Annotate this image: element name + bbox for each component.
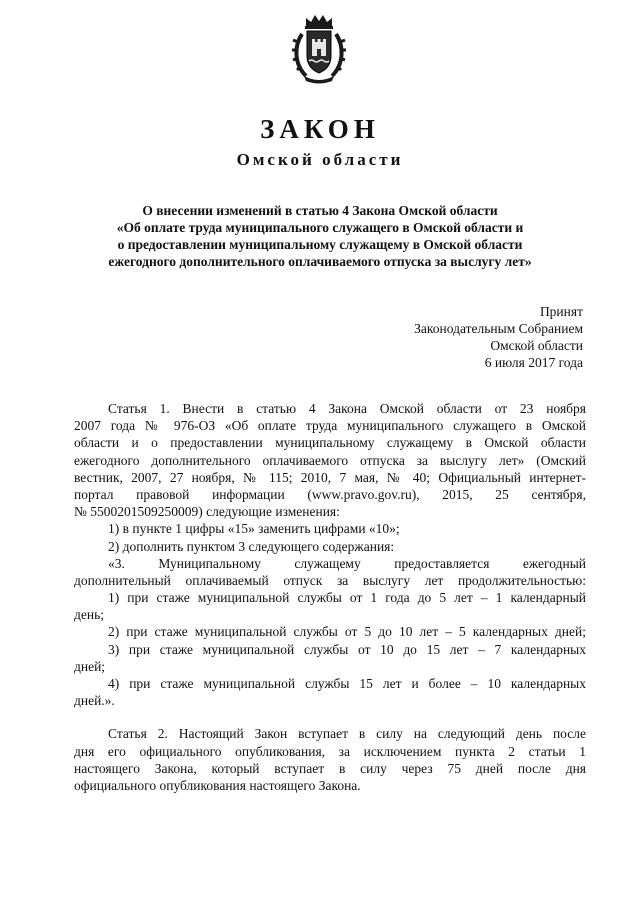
- article-2-line: официального опубликования настоящего Закона.: [74, 777, 361, 793]
- article-1-line: области и о предоставлении муниципальному служащему в Омской области: [74, 435, 586, 451]
- article-1-line: 2007 года № 976-ОЗ «Об оплате труда муниципального служащего в Омской: [74, 418, 586, 434]
- adoption-line: 6 июля 2017 года: [484, 355, 583, 370]
- article-1-line: 2) дополнить пунктом 3 следующего содержания:: [108, 538, 395, 554]
- article-1-line: «3. Муниципальному служащему предоставляется ежегодный: [108, 555, 586, 571]
- article-2-line: дня его официального опубликования, за исключением пункта 2 статьи 1: [74, 743, 586, 759]
- article-2-line: настоящего Закона, который вступает в силу через 75 дней после дня: [74, 760, 586, 776]
- article-1-line: 4) при стаже муниципальной службы 15 лет и более – 10 календарных: [108, 676, 586, 691]
- adoption-line: Омской области: [490, 338, 583, 353]
- omsk-coat-of-arms-icon: [290, 12, 348, 84]
- article-1-line: № 5500201509250009) следующие изменения:: [74, 504, 340, 520]
- law-title: ЗАКОН: [260, 114, 380, 144]
- heading-line: «Об оплате труда муниципального служащего в Омской области и: [116, 220, 524, 235]
- article-1-line: ежегодного дополнительного оплачиваемого отпуска за выслугу лет» (Омский: [74, 452, 586, 468]
- article-1-line: день;: [74, 607, 104, 623]
- law-region: Омской области: [236, 150, 404, 169]
- article-1-line: вестник, 2007, 27 ноября, № 115; 2010, 7 мая, № 40; Официальный интернет-: [74, 469, 586, 485]
- article-1-line: дней.».: [74, 693, 115, 709]
- heading-line: ежегодного дополнительного оплачиваемого отпуска за выслугу лет»: [108, 254, 532, 269]
- law-heading: [60, 202, 580, 270]
- article-1-line: портал правовой информации (www.pravo.gov.ru), 2015, 25 сентября,: [74, 486, 586, 502]
- article-1-line: 2) при стаже муниципальной службы от 5 до 10 лет – 5 календарных дней;: [108, 624, 586, 640]
- article-1-line: дополнительный оплачиваемый отпуск за выслугу лет продолжительностью:: [74, 572, 586, 588]
- adoption-line: Принят: [539, 304, 583, 319]
- heading-line: О внесении изменений в статью 4 Закона Омской области: [142, 203, 498, 218]
- article-1-line: Статья 1. Внести в статью 4 Закона Омской области от 23 ноября: [108, 401, 586, 416]
- article-1-line: дней;: [74, 658, 106, 674]
- article-1-line: 3) при стаже муниципальной службы от 10 до 15 лет – 7 календарных: [108, 641, 586, 657]
- paragraph-gap: [74, 709, 586, 725]
- article-1-line: 1) при стаже муниципальной службы от 1 года до 5 лет – 1 календарный: [108, 590, 586, 606]
- article-2-line: Статья 2. Настоящий Закон вступает в силу на следующий день после: [108, 726, 586, 742]
- heading-line: о предоставлении муниципальному служащему в Омской области: [117, 237, 523, 252]
- law-body: [74, 400, 586, 794]
- adoption-block: [414, 303, 583, 371]
- adoption-line: Законодательным Собранием: [414, 321, 583, 336]
- article-1-line: 1) в пункте 1 цифры «15» заменить цифрами «10»;: [108, 521, 400, 537]
